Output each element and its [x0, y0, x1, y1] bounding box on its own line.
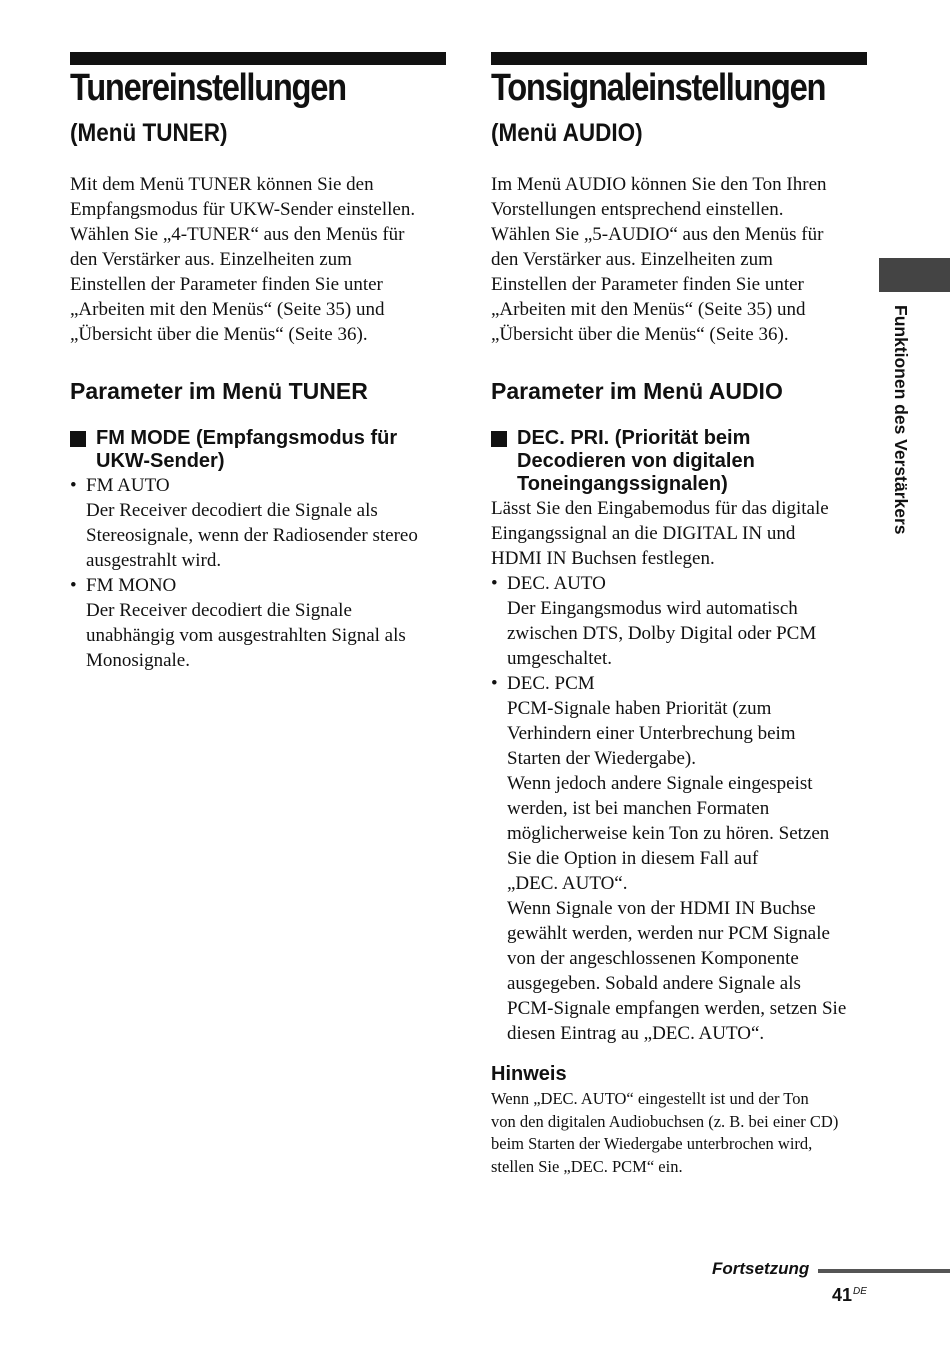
option-name: DEC. AUTO	[507, 573, 606, 594]
intro-line: Empfangsmodus für UKW-Sender einstellen.	[70, 199, 416, 220]
intro-line: Einstellen der Parameter finden Sie unter	[70, 274, 383, 295]
intro-line: Vorstellungen entsprechend einstellen.	[491, 199, 784, 220]
option-text: Der Receiver decodiert die Signale	[86, 600, 352, 621]
option-text: Wenn jedoch andere Signale eingespeist	[507, 773, 813, 794]
note-paragraph	[491, 1088, 871, 1178]
option-text: möglicherweise kein Ton zu hören. Setzen	[507, 823, 830, 844]
note-line: stellen Sie „DEC. PCM“ ein.	[491, 1156, 683, 1176]
intro-paragraph	[491, 172, 867, 347]
parameter-block	[491, 427, 871, 1178]
note-line: beim Starten der Wiedergabe unterbrochen wird,	[491, 1134, 813, 1153]
square-bullet-icon	[491, 431, 507, 447]
bullet-icon: •	[491, 573, 498, 594]
page-subtitle: (Menü TUNER)	[70, 119, 228, 147]
option-item	[491, 671, 871, 1046]
page-title: Tunereinstellungen	[70, 67, 346, 109]
intro-line: „Arbeiten mit den Menüs“ (Seite 35) und	[491, 299, 806, 320]
option-text: von der angeschlossenen Komponente	[507, 948, 799, 969]
option-text: „DEC. AUTO“.	[507, 873, 628, 894]
option-text: ausgegeben. Sobald andere Signale als	[507, 973, 801, 994]
note-heading: Hinweis	[491, 1063, 567, 1085]
square-bullet-icon	[70, 431, 86, 447]
intro-paragraph	[70, 172, 446, 347]
option-text: diesen Eintrag au „DEC. AUTO“.	[507, 1023, 765, 1044]
parameter-heading	[70, 427, 450, 473]
parameter-heading-line: UKW-Sender)	[96, 450, 225, 472]
page-number	[832, 1281, 867, 1306]
continued-label: Fortsetzung	[712, 1259, 810, 1278]
parameter-heading-line: DEC. PRI. (Priorität beim	[517, 427, 751, 449]
page-title: Tonsignaleinstellungen	[491, 67, 826, 109]
chapter-tab-marker	[879, 258, 950, 292]
option-item	[491, 571, 871, 671]
option-text: zwischen DTS, Dolby Digital oder PCM	[507, 623, 817, 644]
parameter-heading-line: FM MODE (Empfangsmodus für	[96, 427, 398, 449]
option-text: Verhindern einer Unterbrechung beim	[507, 723, 796, 744]
intro-line: „Übersicht über die Menüs“ (Seite 36).	[491, 324, 789, 345]
option-text: PCM-Signale empfangen werden, setzen Sie	[507, 998, 847, 1019]
description-line: Lässt Sie den Eingabemodus für das digitale	[491, 498, 829, 519]
option-item	[70, 573, 450, 673]
intro-line: den Verstärker aus. Einzelheiten zum	[491, 249, 773, 270]
description-line: HDMI IN Buchsen festlegen.	[491, 548, 715, 569]
option-name: FM MONO	[86, 575, 177, 596]
option-text: Starten der Wiedergabe).	[507, 748, 696, 769]
intro-line: Im Menü AUDIO können Sie den Ton Ihren	[491, 174, 827, 195]
page-number-suffix: DE	[853, 1286, 867, 1297]
option-text: Monosignale.	[86, 650, 190, 671]
chapter-side-label: Funktionen des Verstärkers	[891, 305, 911, 535]
intro-line: „Arbeiten mit den Menüs“ (Seite 35) und	[70, 299, 385, 320]
option-text: Der Eingangsmodus wird automatisch	[507, 598, 798, 619]
option-text: PCM-Signale haben Priorität (zum	[507, 698, 772, 719]
intro-line: „Übersicht über die Menüs“ (Seite 36).	[70, 324, 368, 345]
section-heading: Parameter im Menü TUNER	[70, 378, 368, 404]
option-text: ausgestrahlt wird.	[86, 550, 222, 571]
intro-line: Wählen Sie „4-TUNER“ aus den Menüs für	[70, 224, 405, 245]
option-name: FM AUTO	[86, 475, 170, 496]
option-text: Wenn Signale von der HDMI IN Buchse	[507, 898, 816, 919]
bullet-icon: •	[491, 673, 498, 694]
option-text: Der Receiver decodiert die Signale als	[86, 500, 378, 521]
intro-line: Mit dem Menü TUNER können Sie den	[70, 174, 374, 195]
page-subtitle: (Menü AUDIO)	[491, 119, 643, 147]
note-line: Wenn „DEC. AUTO“ eingestellt ist und der Ton	[491, 1089, 809, 1108]
parameter-heading	[491, 427, 871, 496]
option-text: gewählt werden, werden nur PCM Signale	[507, 923, 830, 944]
option-item	[70, 473, 450, 573]
option-text: Sie die Option in diesem Fall auf	[507, 848, 759, 869]
parameter-description	[491, 496, 871, 571]
intro-line: Wählen Sie „5-AUDIO“ aus den Menüs für	[491, 224, 824, 245]
parameter-heading-line: Decodieren von digitalen	[517, 450, 755, 472]
title-rule	[491, 52, 867, 65]
continued-rule	[818, 1269, 950, 1273]
section-heading: Parameter im Menü AUDIO	[491, 378, 783, 404]
parameter-heading-line: Toneingangssignalen)	[517, 473, 728, 495]
intro-line: den Verstärker aus. Einzelheiten zum	[70, 249, 352, 270]
intro-line: Einstellen der Parameter finden Sie unter	[491, 274, 804, 295]
option-text: Stereosignale, wenn der Radiosender stereo	[86, 525, 418, 546]
option-text: umgeschaltet.	[507, 648, 612, 669]
option-name: DEC. PCM	[507, 673, 595, 694]
description-line: Eingangssignal an die DIGITAL IN und	[491, 523, 796, 544]
bullet-icon: •	[70, 475, 77, 496]
option-text: unabhängig vom ausgestrahlten Signal als	[86, 625, 406, 646]
page-number-value: 41	[832, 1285, 853, 1305]
option-text: werden, ist bei manchen Formaten	[507, 798, 770, 819]
title-rule	[70, 52, 446, 65]
note-line: von den digitalen Audiobuchsen (z. B. bei einer CD)	[491, 1111, 839, 1131]
parameter-block	[70, 427, 450, 673]
bullet-icon: •	[70, 575, 77, 596]
